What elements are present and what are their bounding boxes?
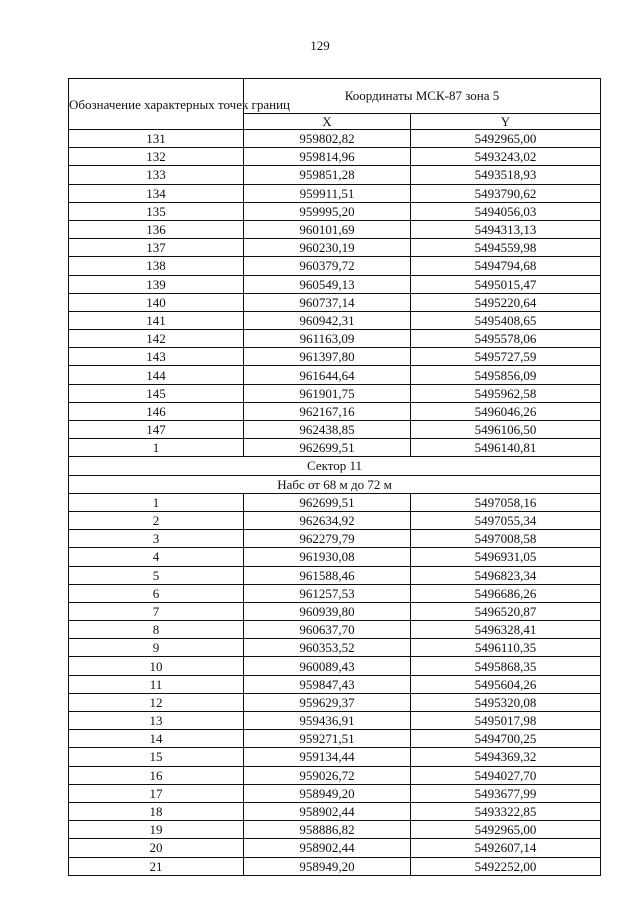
table-row (69, 730, 601, 748)
table-row (69, 348, 601, 366)
x-coordinate-cell: 961644,64 (244, 366, 411, 384)
x-coordinate-cell: 962699,51 (244, 439, 411, 457)
table-row (69, 548, 601, 566)
x-coordinate-cell: 958902,44 (244, 802, 411, 820)
y-coordinate-cell: 5494313,13 (411, 220, 601, 238)
point-number-cell: 137 (69, 239, 244, 257)
x-coordinate-cell: 961588,46 (244, 566, 411, 584)
table-row (69, 402, 601, 420)
x-coordinate-cell: 959911,51 (244, 184, 411, 202)
y-coordinate-cell: 5494700,25 (411, 730, 601, 748)
y-coordinate-cell: 5495856,09 (411, 366, 601, 384)
y-coordinate-cell: 5495727,59 (411, 348, 601, 366)
x-coordinate-cell: 959995,20 (244, 202, 411, 220)
x-coordinate-cell: 959802,82 (244, 130, 411, 148)
y-coordinate-cell: 5496110,35 (411, 639, 601, 657)
x-coordinate-cell: 959629,37 (244, 693, 411, 711)
point-number-cell: 147 (69, 421, 244, 439)
x-coordinate-cell: 962279,79 (244, 530, 411, 548)
y-coordinate-cell: 5495015,47 (411, 275, 601, 293)
point-number-cell: 7 (69, 602, 244, 620)
table-row (69, 239, 601, 257)
point-number-cell: 138 (69, 257, 244, 275)
point-number-cell: 3 (69, 530, 244, 548)
x-coordinate-cell: 958949,20 (244, 857, 411, 875)
y-coordinate-cell: 5496686,26 (411, 584, 601, 602)
table-row (69, 712, 601, 730)
point-number-cell: 10 (69, 657, 244, 675)
table-body-1 (69, 130, 601, 457)
x-coordinate-cell: 961163,09 (244, 330, 411, 348)
x-coordinate-cell: 960549,13 (244, 275, 411, 293)
table-row (69, 821, 601, 839)
section-title: Сектор 11 (69, 457, 601, 475)
y-coordinate-cell: 5492965,00 (411, 130, 601, 148)
x-coordinate-cell: 960637,70 (244, 621, 411, 639)
point-number-cell: 146 (69, 402, 244, 420)
point-number-cell: 15 (69, 748, 244, 766)
header-coords: Координаты МСК-87 зона 5 (244, 79, 601, 114)
y-coordinate-cell: 5495578,06 (411, 330, 601, 348)
y-coordinate-cell: 5495604,26 (411, 675, 601, 693)
table-row (69, 202, 601, 220)
x-coordinate-cell: 960379,72 (244, 257, 411, 275)
y-coordinate-cell: 5497008,58 (411, 530, 601, 548)
point-number-cell: 1 (69, 493, 244, 511)
point-number-cell: 5 (69, 566, 244, 584)
y-coordinate-cell: 5494559,98 (411, 239, 601, 257)
y-coordinate-cell: 5493243,02 (411, 148, 601, 166)
point-number-cell: 9 (69, 639, 244, 657)
point-number-cell: 20 (69, 839, 244, 857)
x-coordinate-cell: 958886,82 (244, 821, 411, 839)
point-number-cell: 4 (69, 548, 244, 566)
x-coordinate-cell: 960939,80 (244, 602, 411, 620)
y-coordinate-cell: 5496106,50 (411, 421, 601, 439)
x-coordinate-cell: 962699,51 (244, 493, 411, 511)
table-row (69, 748, 601, 766)
table-row (69, 493, 601, 511)
point-number-cell: 6 (69, 584, 244, 602)
point-number-cell: 139 (69, 275, 244, 293)
y-coordinate-cell: 5494027,70 (411, 766, 601, 784)
y-coordinate-cell: 5497055,34 (411, 511, 601, 529)
y-coordinate-cell: 5496823,34 (411, 566, 601, 584)
x-coordinate-cell: 962167,16 (244, 402, 411, 420)
x-coordinate-cell: 958949,20 (244, 784, 411, 802)
table-row (69, 566, 601, 584)
table-row (69, 511, 601, 529)
table-row (69, 530, 601, 548)
table-row (69, 220, 601, 238)
table-row (69, 857, 601, 875)
table-row (69, 421, 601, 439)
table-row (69, 439, 601, 457)
x-coordinate-cell: 960737,14 (244, 293, 411, 311)
point-number-cell: 141 (69, 311, 244, 329)
x-coordinate-cell: 959271,51 (244, 730, 411, 748)
y-coordinate-cell: 5495320,08 (411, 693, 601, 711)
table-row (69, 639, 601, 657)
point-number-cell: 142 (69, 330, 244, 348)
x-coordinate-cell: 961257,53 (244, 584, 411, 602)
y-coordinate-cell: 5495962,58 (411, 384, 601, 402)
table-row (69, 675, 601, 693)
point-number-cell: 135 (69, 202, 244, 220)
table-row (69, 802, 601, 820)
point-number-cell: 19 (69, 821, 244, 839)
y-coordinate-cell: 5493322,85 (411, 802, 601, 820)
table-row (69, 330, 601, 348)
page-number: 129 (310, 38, 330, 53)
y-coordinate-cell: 5495408,65 (411, 311, 601, 329)
table-row (69, 311, 601, 329)
x-coordinate-cell: 960942,31 (244, 311, 411, 329)
y-coordinate-cell: 5494794,68 (411, 257, 601, 275)
x-coordinate-cell: 960089,43 (244, 657, 411, 675)
x-coordinate-cell: 960230,19 (244, 239, 411, 257)
table-row (69, 839, 601, 857)
x-coordinate-cell: 961901,75 (244, 384, 411, 402)
y-coordinate-cell: 5493518,93 (411, 166, 601, 184)
point-number-cell: 18 (69, 802, 244, 820)
x-coordinate-cell: 959814,96 (244, 148, 411, 166)
point-number-cell: 8 (69, 621, 244, 639)
table-row (69, 166, 601, 184)
y-coordinate-cell: 5496328,41 (411, 621, 601, 639)
table-body-2 (69, 493, 601, 875)
y-coordinate-cell: 5495868,35 (411, 657, 601, 675)
section-subtitle: Набс от 68 м до 72 м (69, 475, 601, 493)
y-coordinate-cell: 5496046,26 (411, 402, 601, 420)
header-y: Y (411, 114, 601, 130)
point-number-cell: 1 (69, 439, 244, 457)
y-coordinate-cell: 5497058,16 (411, 493, 601, 511)
table-row (69, 384, 601, 402)
table-row (69, 257, 601, 275)
point-number-cell: 11 (69, 675, 244, 693)
point-number-cell: 2 (69, 511, 244, 529)
point-number-cell: 13 (69, 712, 244, 730)
point-number-cell: 14 (69, 730, 244, 748)
point-number-cell: 144 (69, 366, 244, 384)
y-coordinate-cell: 5494369,32 (411, 748, 601, 766)
point-number-cell: 12 (69, 693, 244, 711)
x-coordinate-cell: 961397,80 (244, 348, 411, 366)
x-coordinate-cell: 959026,72 (244, 766, 411, 784)
table-row (69, 621, 601, 639)
y-coordinate-cell: 5492965,00 (411, 821, 601, 839)
y-coordinate-cell: 5492252,00 (411, 857, 601, 875)
x-coordinate-cell: 960101,69 (244, 220, 411, 238)
point-number-cell: 16 (69, 766, 244, 784)
table-row (69, 148, 601, 166)
x-coordinate-cell: 958902,44 (244, 839, 411, 857)
x-coordinate-cell: 959134,44 (244, 748, 411, 766)
point-number-cell: 134 (69, 184, 244, 202)
x-coordinate-cell: 959851,28 (244, 166, 411, 184)
point-number-cell: 131 (69, 130, 244, 148)
point-number-cell: 133 (69, 166, 244, 184)
table-row (69, 584, 601, 602)
y-coordinate-cell: 5495017,98 (411, 712, 601, 730)
point-number-cell: 136 (69, 220, 244, 238)
point-number-cell: 145 (69, 384, 244, 402)
point-number-cell: 132 (69, 148, 244, 166)
section-header (69, 457, 601, 493)
table-row (69, 293, 601, 311)
table-row (69, 366, 601, 384)
point-number-cell: 140 (69, 293, 244, 311)
table-row (69, 602, 601, 620)
y-coordinate-cell: 5495220,64 (411, 293, 601, 311)
x-coordinate-cell: 959436,91 (244, 712, 411, 730)
table-row (69, 766, 601, 784)
x-coordinate-cell: 959847,43 (244, 675, 411, 693)
y-coordinate-cell: 5493790,62 (411, 184, 601, 202)
y-coordinate-cell: 5496520,87 (411, 602, 601, 620)
point-number-cell: 21 (69, 857, 244, 875)
table-row (69, 693, 601, 711)
y-coordinate-cell: 5494056,03 (411, 202, 601, 220)
header-points: Обозначение характерных точек границ (69, 79, 244, 130)
x-coordinate-cell: 962634,92 (244, 511, 411, 529)
coordinates-table (68, 78, 601, 876)
table-row (69, 130, 601, 148)
table-row (69, 275, 601, 293)
x-coordinate-cell: 961930,08 (244, 548, 411, 566)
table-row (69, 657, 601, 675)
x-coordinate-cell: 962438,85 (244, 421, 411, 439)
x-coordinate-cell: 960353,52 (244, 639, 411, 657)
point-number-cell: 143 (69, 348, 244, 366)
y-coordinate-cell: 5493677,99 (411, 784, 601, 802)
header-x: X (244, 114, 411, 130)
y-coordinate-cell: 5496931,05 (411, 548, 601, 566)
y-coordinate-cell: 5496140,81 (411, 439, 601, 457)
point-number-cell: 17 (69, 784, 244, 802)
table-row (69, 184, 601, 202)
y-coordinate-cell: 5492607,14 (411, 839, 601, 857)
table-row (69, 784, 601, 802)
